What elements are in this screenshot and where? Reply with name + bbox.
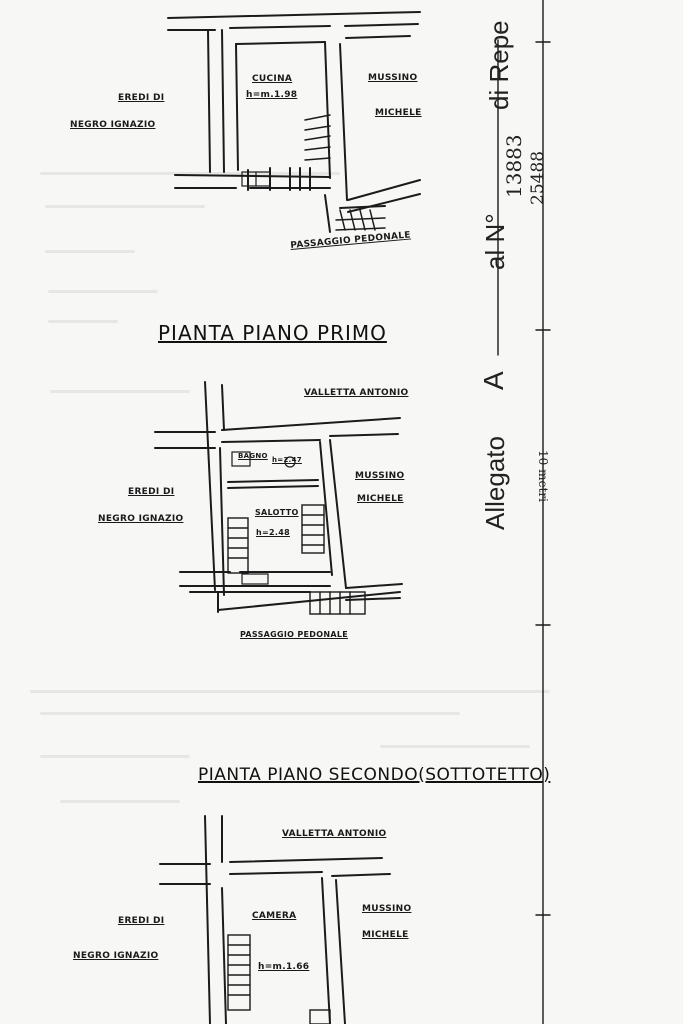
room-height-cucina: h=m.1.98 xyxy=(246,90,298,100)
neighbor-right-line1: MUSSINO xyxy=(368,73,418,83)
neighbor-left-line1: EREDI DI xyxy=(118,93,165,103)
stamp-number-text: al N° xyxy=(480,213,510,270)
neighbor-left-line2: NEGRO IGNAZIO xyxy=(73,951,159,961)
room-label-cucina: CUCINA xyxy=(252,74,293,84)
neighbor-left-line1: EREDI DI xyxy=(128,487,175,497)
neighbor-left-line2: NEGRO IGNAZIO xyxy=(70,120,156,130)
stamp-subnumber: 25488 xyxy=(528,150,548,205)
room-label-salotto: SALOTTO xyxy=(255,508,299,517)
neighbor-right-line1: MUSSINO xyxy=(355,471,405,481)
neighbor-left-line2: NEGRO IGNAZIO xyxy=(98,514,184,524)
plan-top-walls xyxy=(168,12,420,232)
stamp-prefix: Allegato xyxy=(480,436,510,530)
neighbor-right-line2: MICHELE xyxy=(375,108,422,118)
scale-bar-label: 10 metri xyxy=(536,450,550,502)
neighbor-left-line1: EREDI DI xyxy=(118,916,165,926)
room-label-bagno: BAGNO xyxy=(238,452,268,460)
stamp-letter: A xyxy=(478,371,509,390)
room-height-bagno: h=2.47 xyxy=(272,456,302,464)
passage-label: PASSAGGIO PEDONALE xyxy=(290,230,412,251)
passage-label: PASSAGGIO PEDONALE xyxy=(240,630,348,639)
plan-title: PIANTA PIANO SECONDO(SOTTOTETTO) xyxy=(198,765,551,785)
room-label-camera: CAMERA xyxy=(252,911,297,921)
stamp-suffix: di Repe xyxy=(484,20,514,110)
neighbor-right-line2: MICHELE xyxy=(362,930,409,940)
room-height-salotto: h=2.48 xyxy=(256,528,290,537)
neighbor-top: VALLETTA ANTONIO xyxy=(304,388,409,398)
room-height-camera: h=m.1.66 xyxy=(258,962,310,972)
plan-second-stairs xyxy=(228,935,330,1024)
plan-title: PIANTA PIANO PRIMO xyxy=(158,321,387,345)
neighbor-right-line1: MUSSINO xyxy=(362,904,412,914)
neighbor-right-line2: MICHELE xyxy=(357,494,404,504)
plan-top-windows xyxy=(242,172,270,186)
stamp-number: 13883 xyxy=(502,134,526,198)
neighbor-top: VALLETTA ANTONIO xyxy=(282,829,387,839)
